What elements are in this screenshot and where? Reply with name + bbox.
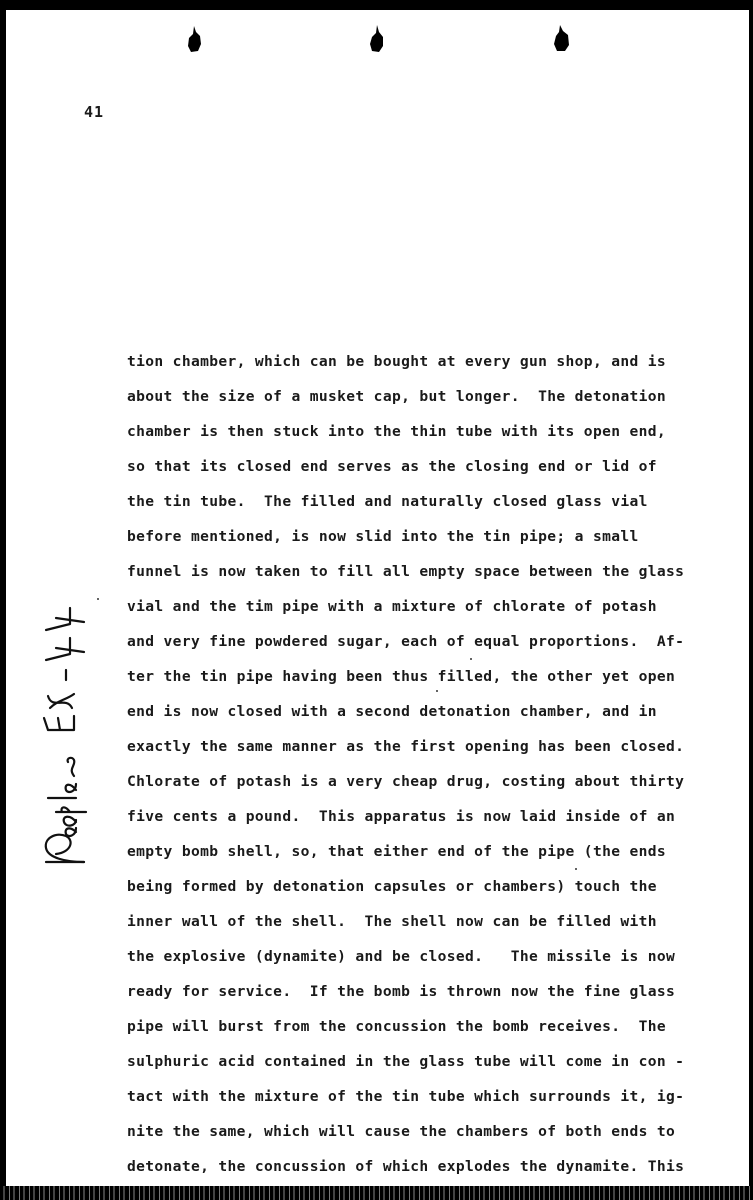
binder-hole-left — [186, 24, 204, 54]
text-line: before mentioned, is now slid into the tin pipe; a small — [127, 528, 639, 545]
text-line: nite the same, which will cause the chambers of both ends to — [127, 1123, 676, 1140]
scan-speck — [470, 658, 472, 660]
text-line: tact with the mixture of the tin tube which surrounds it, ig- — [127, 1088, 685, 1105]
text-line: about the size of a musket cap, but longer. The detonation — [127, 388, 667, 405]
scan-speck — [436, 690, 438, 692]
text-line: detonate, the concussion of which explodes the dynamite. This — [127, 1158, 685, 1175]
text-line: inner wall of the shell. The shell now can be filled with — [127, 913, 657, 930]
scan-speck — [575, 868, 577, 870]
text-line: end is now closed with a second detonation chamber, and in — [127, 703, 657, 720]
text-line: being formed by detonation capsules or chambers) touch the — [127, 878, 657, 895]
text-line: Chlorate of potash is a very cheap drug, costing about thirty — [127, 773, 685, 790]
text-line: the explosive (dynamite) and be closed. The missile is now — [127, 948, 676, 965]
binder-hole-center — [368, 24, 386, 54]
text-line: funnel is now taken to fill all empty space between the glass — [127, 563, 685, 580]
text-line: tion chamber, which can be bought at every gun shop, and is — [127, 353, 667, 370]
typewritten-body — [127, 344, 707, 1184]
scan-border-right — [749, 0, 753, 1200]
scan-border-left — [0, 0, 6, 1200]
text-line: and very fine powdered sugar, each of equal proportions. Af- — [127, 633, 685, 650]
binder-hole-right — [553, 24, 571, 54]
scan-border-bottom — [0, 1186, 753, 1200]
handwritten-exhibit-mark — [26, 600, 106, 870]
text-line: so that its closed end serves as the closing end or lid of — [127, 458, 657, 475]
text-line: the tin tube. The filled and naturally closed glass vial — [127, 493, 648, 510]
text-line: pipe will burst from the concussion the bomb receives. The — [127, 1018, 667, 1035]
text-line: sulphuric acid contained in the glass tube will come in con - — [127, 1053, 685, 1070]
page-number: 41 — [84, 103, 105, 121]
text-line: five cents a pound. This apparatus is now laid inside of an — [127, 808, 676, 825]
text-line: ready for service. If the bomb is thrown now the fine glass — [127, 983, 676, 1000]
text-line: empty bomb shell, so, that either end of the pipe (the ends — [127, 843, 667, 860]
text-line: exactly the same manner as the first opening has been closed. — [127, 738, 685, 755]
text-line: vial and the tim pipe with a mixture of chlorate of potash — [127, 598, 657, 615]
text-line: chamber is then stuck into the thin tube with its open end, — [127, 423, 667, 440]
text-line: ter the tin pipe having been thus filled, the other yet open — [127, 668, 676, 685]
scan-border-top — [0, 0, 753, 10]
scan-speck — [97, 598, 99, 600]
